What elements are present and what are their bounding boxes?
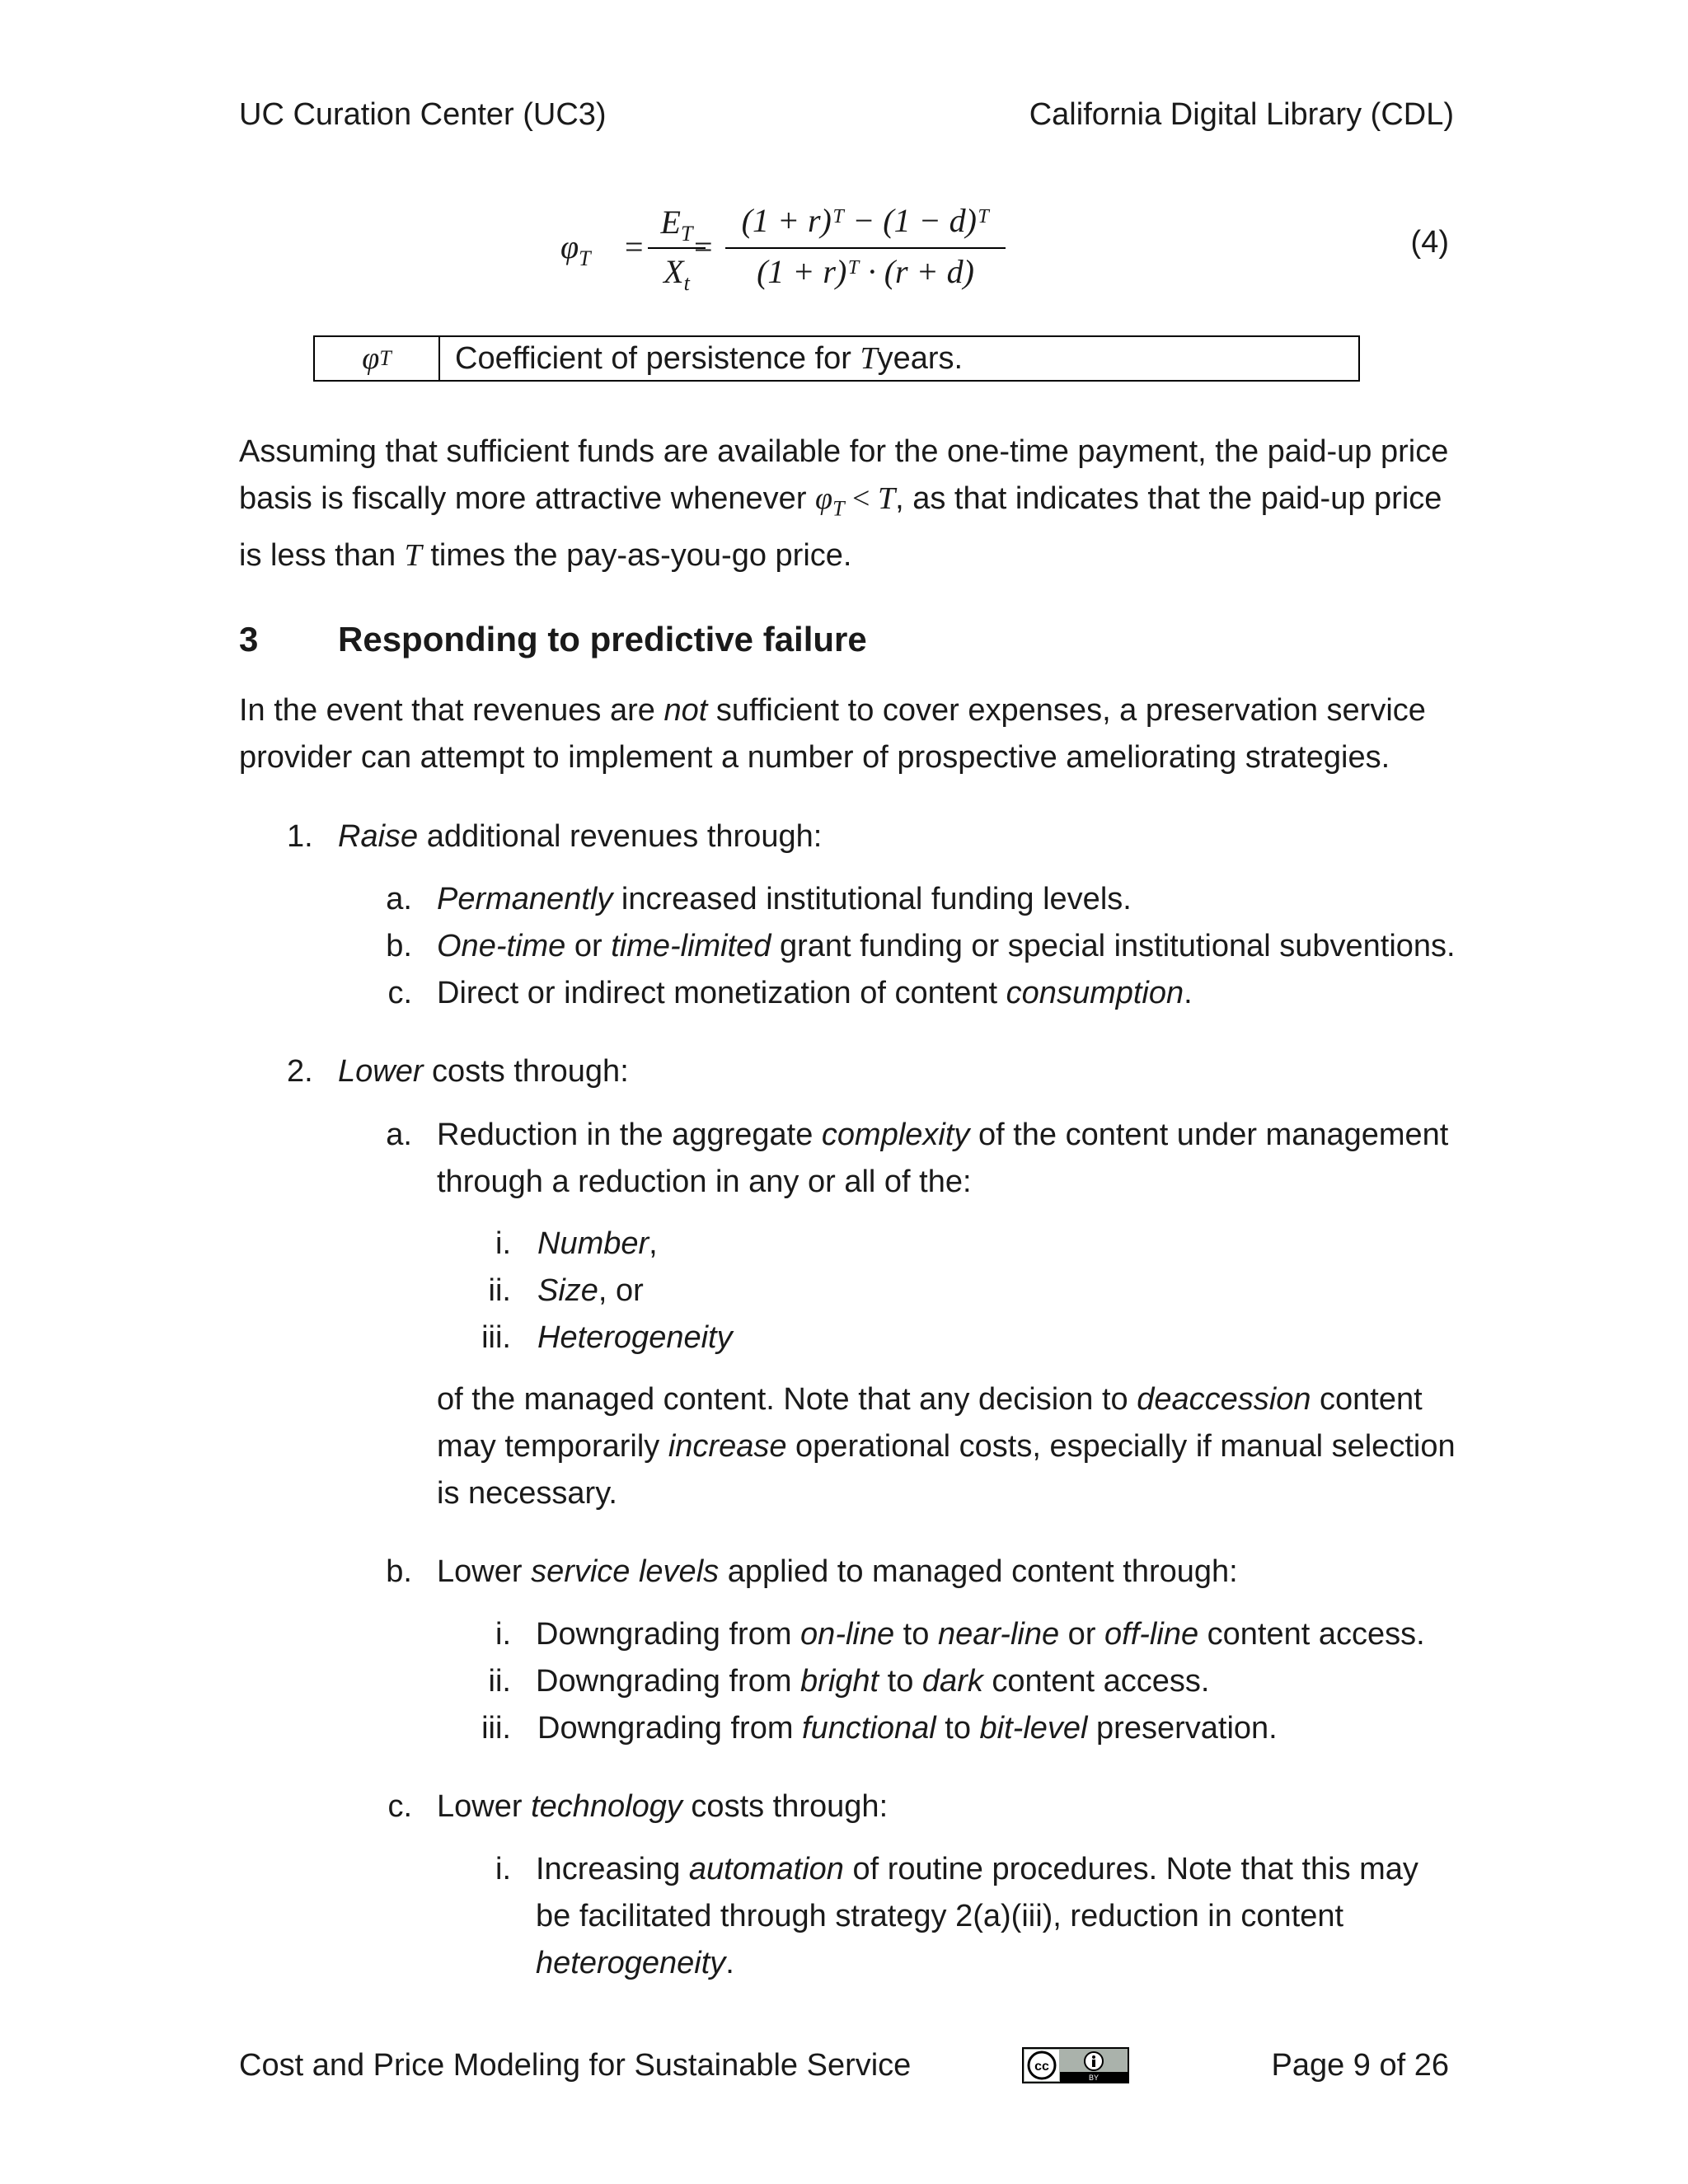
list-item: Reduction in the aggregate complexity of the content under management through a reduction in any or all of the: bbox=[437, 1118, 1449, 1199]
list-item: Direct or indirect monetization of content consumption. bbox=[437, 976, 1193, 1010]
list-item: Heterogeneity bbox=[537, 1320, 733, 1355]
definition-symbol: φ T bbox=[315, 337, 440, 380]
list-item: Downgrading from on-line to near-line or off-line content access. bbox=[536, 1617, 1425, 1652]
section-title: Responding to predictive failure bbox=[338, 620, 867, 658]
list-marker: i. bbox=[495, 1617, 511, 1652]
svg-text:cc: cc bbox=[1034, 2060, 1049, 2074]
list-item: Permanently increased institutional funding levels. bbox=[437, 882, 1132, 916]
list-marker: c. bbox=[387, 1789, 412, 1824]
list-item: 1. bbox=[287, 819, 313, 854]
section-number: 3 bbox=[239, 620, 259, 658]
cc-by-license-icon bbox=[1022, 2047, 1129, 2083]
footer-title: Cost and Price Modeling for Sustainable Service bbox=[239, 2048, 912, 2083]
list-item: Number, bbox=[537, 1226, 658, 1261]
paragraph-1: Assuming that sufficient funds are available for the one-time payment, the paid-up price basis is fiscally more attractive whenever $\varphi_T < T$, as that indicates that the paid-up price is less than T times the pay-as-you-go price. bbox=[239, 434, 1449, 573]
header-left: UC Curation Center (UC3) bbox=[239, 97, 607, 132]
page-number: Page 9 of 26 bbox=[1271, 2048, 1449, 2083]
list-item: Downgrading from bright to dark content access. bbox=[536, 1664, 1210, 1699]
list-marker: i. bbox=[495, 1852, 511, 1886]
list-item: Lower service levels applied to managed content through: bbox=[437, 1554, 1238, 1589]
list-marker: a. bbox=[386, 1118, 412, 1152]
intro-paragraph: In the event that revenues are not sufficient to cover expenses, a preservation service provider can attempt to implement a number of prospective ameliorating strategies. bbox=[239, 693, 1426, 775]
list-marker: ii. bbox=[488, 1664, 511, 1699]
list-item: Lower technology costs through: bbox=[437, 1789, 889, 1824]
equation: $\varphi_T$ = $E_T$ $X_t$ = (1 + r)ᵀ − (1 − d)ᵀ (1 + r)ᵀ · (r + d) bbox=[560, 198, 1022, 297]
list-item: One-time or time-limited grant funding or special institutional subventions. bbox=[437, 929, 1456, 963]
list-marker: i. bbox=[495, 1226, 511, 1261]
list-marker: a. bbox=[386, 882, 412, 916]
list-marker: iii. bbox=[481, 1320, 511, 1355]
list-marker: b. bbox=[386, 929, 412, 963]
definition-text: Coefficient of persistence for T years. bbox=[455, 340, 964, 376]
list-marker: b. bbox=[386, 1554, 412, 1589]
list-marker: ii. bbox=[488, 1273, 511, 1308]
list-marker: iii. bbox=[481, 1711, 511, 1746]
list-item: Downgrading from functional to bit-level preservation. bbox=[537, 1711, 1278, 1746]
list-item: Increasing automation of routine procedures. Note that this may be facilitated through strategy 2(a)(iii), reduction in content heterogeneity. bbox=[536, 1852, 1418, 1980]
svg-text:BY: BY bbox=[1088, 2074, 1100, 2082]
list-item-text: Lower costs through: bbox=[338, 1054, 629, 1089]
list-marker: c. bbox=[387, 976, 412, 1010]
list-item: 2. bbox=[287, 1054, 313, 1089]
header-right: California Digital Library (CDL) bbox=[1029, 97, 1454, 132]
list-item-continuation: of the managed content. Note that any decision to deaccession content may temporarily increase operational costs, especially if manual selection is necessary. bbox=[437, 1382, 1456, 1511]
equation-number: (4) bbox=[1410, 225, 1449, 260]
definition-table bbox=[313, 335, 1360, 382]
list-item-text: Raise additional revenues through: bbox=[338, 819, 823, 854]
list-item: Size, or bbox=[537, 1273, 644, 1308]
